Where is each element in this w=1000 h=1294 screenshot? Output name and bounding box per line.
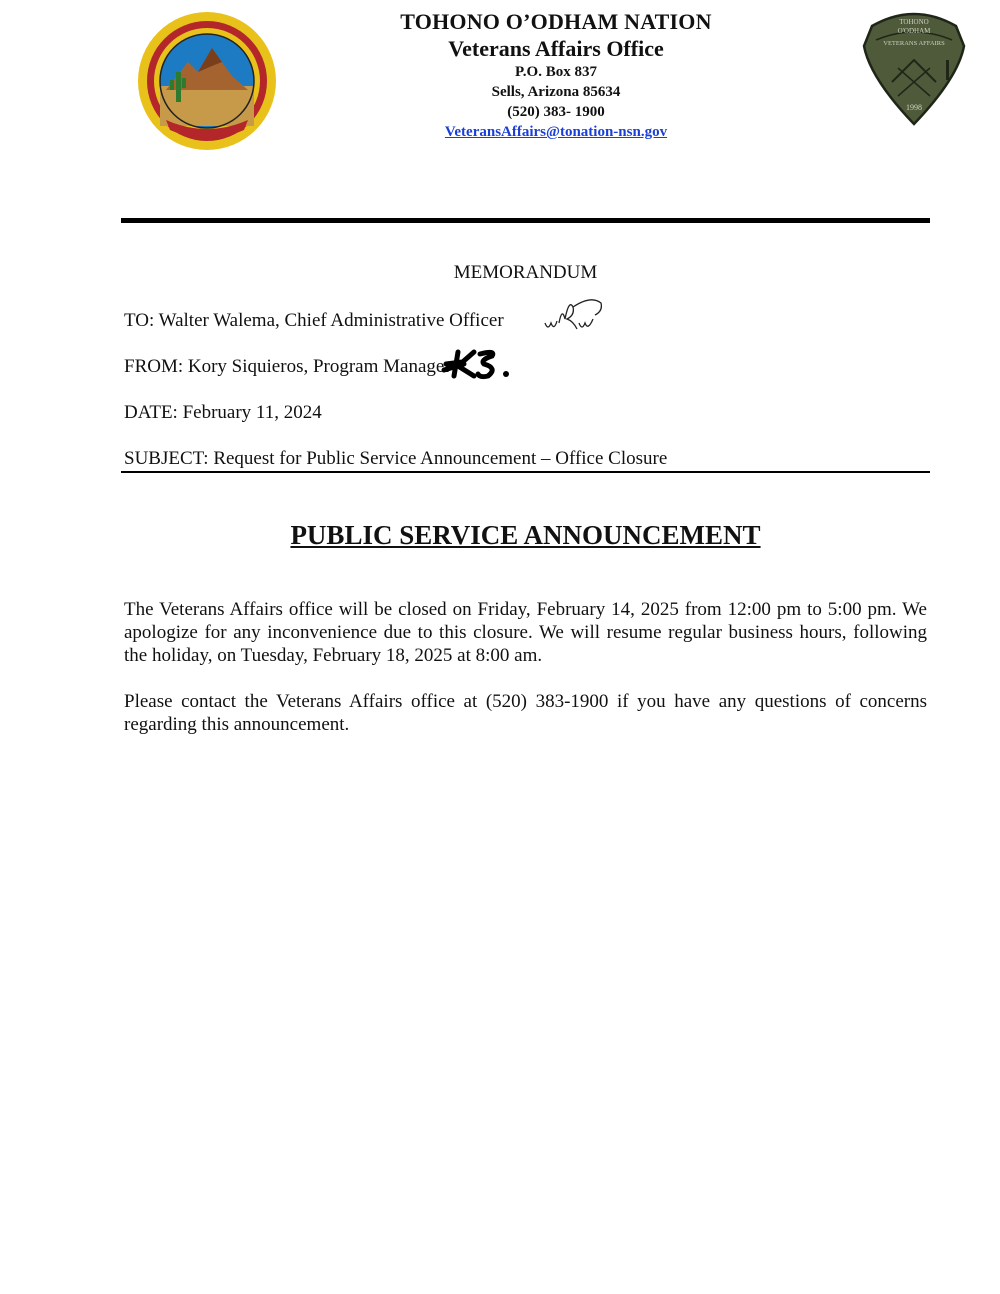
badge-top-text: TOHONO bbox=[899, 18, 929, 26]
memo-from-line: FROM: Kory Siquieros, Program Manager bbox=[124, 356, 451, 377]
email-link[interactable]: VeteransAffairs@tonation-nsn.gov bbox=[444, 124, 668, 140]
announcement-title: PUBLIC SERVICE ANNOUNCEMENT bbox=[290, 520, 761, 550]
nation-name: TOHONO O’ODHAM NATION bbox=[400, 9, 712, 34]
badge-mid-text: O'ODHAM bbox=[897, 27, 931, 35]
nation-seal-logo bbox=[136, 10, 278, 152]
memo-heading: MEMORANDUM bbox=[453, 262, 598, 283]
city-address: Sells, Arizona 85634 bbox=[491, 84, 621, 100]
announcement-paragraph-1: The Veterans Affairs office will be closed on Friday, February 14, 2025 from 12:00 pm to 5:00 pm. We apologize for any inconvenience due to this closure. We will resume regular business hours, following the holiday, on Tuesday, February 18, 2025 at 8:00 am. bbox=[124, 599, 927, 666]
to-initials-signature bbox=[543, 297, 605, 337]
badge-band-text: VETERANS AFFAIRS bbox=[883, 40, 945, 47]
phone-number: (520) 383- 1900 bbox=[507, 104, 605, 120]
from-initials-signature bbox=[440, 346, 516, 382]
memo-date-line: DATE: February 11, 2024 bbox=[124, 402, 322, 423]
office-name: Veterans Affairs Office bbox=[448, 36, 664, 61]
letterhead-divider bbox=[121, 218, 930, 223]
memo-to-line: TO: Walter Walema, Chief Administrative Officer bbox=[124, 310, 504, 331]
announcement-paragraph-2: Please contact the Veterans Affairs office at (520) 383-1900 if you have any questions of concerns regarding this announcement. bbox=[124, 691, 927, 735]
letterhead bbox=[300, 8, 812, 142]
memo-subject-line: SUBJECT: Request for Public Service Announcement – Office Closure bbox=[124, 448, 668, 469]
veterans-affairs-badge-logo bbox=[862, 8, 966, 126]
badge-year-text: 1998 bbox=[906, 103, 922, 112]
memo-header-divider bbox=[121, 471, 930, 473]
po-box: P.O. Box 837 bbox=[515, 64, 597, 80]
